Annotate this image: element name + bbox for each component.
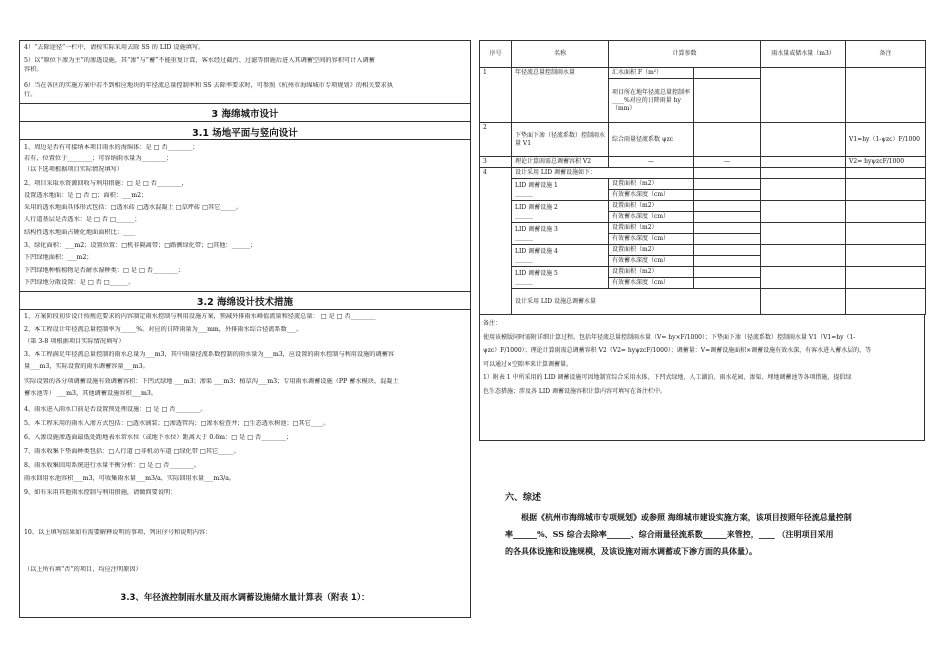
depth-label: 有效蓄水深度（cm） — [609, 256, 694, 267]
header-cell: 备注 — [846, 41, 926, 68]
s31-line: 结构性透水地面占硬化地面面积比：____ — [24, 229, 136, 236]
item-10-line: 10、以上填写结果如有需要解释说明的事项，列出序号和说明内容： — [24, 529, 212, 536]
area-label: 设置面积（m2） — [609, 201, 694, 212]
s31-line: 3、绿化面积：___m2；设置位置：□机非隔离带；□路侧绿化带；□其他：______； — [24, 242, 257, 249]
total-row — [480, 289, 926, 315]
summary-section — [505, 490, 925, 560]
s31-line: 设置透水地面：是 □ 否 □；面积：___m2； — [24, 192, 148, 199]
area-label: 设置面积（m2） — [609, 245, 694, 256]
divider — [20, 309, 470, 310]
s32-line: 7、雨水收集下垫面种类包括：□人行道 □非机动车道 □绿化带 □其它_____。 — [24, 448, 240, 455]
facility-row — [480, 179, 926, 190]
value-cell[interactable] — [694, 245, 761, 256]
remark-cell[interactable] — [846, 289, 926, 315]
depth-label: 有效蓄水深度（cm） — [609, 234, 694, 245]
water-volume-cell[interactable] — [761, 157, 846, 168]
water-volume-cell[interactable] — [761, 245, 846, 267]
note-line: 色生态措施；涉及各 LID 调蓄设施容积计算内容可填写在备注栏中。 — [483, 387, 666, 395]
value-cell[interactable] — [694, 179, 761, 190]
s31-line: 采用的透水地面具体形式包括：□透水砖 □透水混凝土 □草坪砖 □其它_____。 — [24, 204, 243, 211]
row-number: 3 — [480, 157, 512, 168]
section-3-1-title: 3.1 场地平面与竖向设计 — [192, 128, 298, 139]
row-name: 理论计算雨需总调蓄容积 V2 — [512, 157, 609, 168]
water-volume-cell[interactable] — [761, 179, 846, 201]
intro-line: 行。 — [24, 91, 37, 98]
s32-line: 雨水回用水池容积___m3，可收集雨水量___m3/a，实际回用水量___m3/a。 — [24, 475, 236, 482]
intro-line: 5）以“原位下渗为主”的渗透设施，其“渗”与“蓄”不能重复计算，客水经过截污、过滤等措施后进入其调蓄空间的容积可计入调蓄 — [24, 57, 375, 64]
header-cell: 名称 — [512, 41, 609, 68]
remark-cell[interactable] — [846, 245, 926, 267]
section-3-3-title: 3.3、年径流控制雨水量及雨水调蓄设施储水量计算表（附表 1）： — [120, 593, 370, 603]
intro-line: 容积。 — [24, 66, 43, 73]
remark-cell[interactable] — [846, 223, 926, 245]
value-cell[interactable] — [694, 278, 761, 289]
note-line: 使用该模版同时需附详细计算过程。包括年径流总量控制雨水量（V= hy×F/1000）；下垫面下渗（径流系数）控制雨水量 V1（V1=hy（1- — [483, 333, 856, 341]
remark-cell: V1=hy（1-ψzc）F/1000 — [846, 123, 926, 157]
footnote-line: （以上所有填“否”的项目，均应注明原因） — [24, 566, 142, 573]
table-row — [480, 168, 926, 179]
left-form-panel — [19, 40, 471, 618]
s31-line: 若有，位置位于________；可容纳雨水量为________； — [24, 155, 173, 162]
facility-label: LID 调蓄设施 1 — [515, 181, 558, 189]
row-name: 下垫面下渗（径流系数）控制雨水量 V1 — [512, 123, 609, 157]
notes-box — [479, 315, 925, 441]
facility-row — [480, 267, 926, 278]
s32-line: 9、如有采用其他雨水控制与利用措施，请做简要说明： — [24, 489, 177, 496]
depth-label: 有效蓄水深度（cm） — [609, 278, 694, 289]
facility-name — [512, 223, 609, 245]
s31-line: 下凹绿地分散设置：是 □ 否 □______。 — [24, 279, 135, 286]
total-label: 设计采用 LID 设施总调蓄水量 — [512, 289, 761, 315]
value-cell[interactable] — [694, 256, 761, 267]
s31-line: （以下选项根据项目实际情况填写） — [24, 166, 123, 173]
s32-line: 蓄水池等） ___m3，其他调蓄设施容积___m3。 — [24, 390, 157, 397]
facility-label: LID 调蓄设施 3 — [515, 225, 558, 233]
depth-label: 有效蓄水深度（cm） — [609, 190, 694, 201]
note-line: 备注： — [483, 320, 502, 327]
s31-line: 1、周边是否有可接纳本项目雨水的海绵体：是 □ 否________； — [24, 144, 199, 151]
header-cell: 序号 — [480, 41, 512, 68]
table-row — [480, 68, 926, 79]
value-cell[interactable] — [694, 123, 761, 157]
param-cell: 综合雨量径流系数 ψzc — [609, 123, 694, 157]
section-3-title: 3 海绵城市设计 — [211, 109, 279, 120]
row-number: 2 — [480, 123, 512, 157]
remark-cell: V2= hyψzcF/1000 — [846, 157, 926, 168]
water-volume-cell[interactable] — [761, 289, 846, 315]
facility-row — [480, 201, 926, 212]
s31-line: 2、项目采取水资源回收与利用措施：□ 是 □ 否________， — [24, 180, 188, 187]
facility-name — [512, 267, 609, 289]
row-name: 年径流总量控制雨水量 — [512, 68, 609, 123]
value-cell[interactable] — [694, 190, 761, 201]
divider — [20, 103, 470, 104]
area-label: 设置面积（m2） — [609, 179, 694, 190]
intro-line: 6）当在各区的实施方案中若不到相应地块的年径流总量控制率和 SS 去除率要求时，可参照《杭州市海绵城市专项规划》的相关要求执 — [24, 82, 393, 89]
divider — [20, 121, 470, 122]
s32-line: （第 3-8 项根据项目实际情况填写） — [24, 338, 125, 345]
param-cell: 汇水面积 F（m²） — [609, 68, 694, 79]
divider — [20, 139, 470, 140]
section-3-2-title: 3.2 海绵设计技术措施 — [196, 297, 294, 308]
row-number: 1 — [480, 68, 512, 123]
facility-label: LID 调蓄设施 2 — [515, 203, 558, 211]
summary-line: 的各具体设施和设施规模，及该设施对雨水调蓄或下渗方面的具体量）。 — [505, 546, 757, 556]
facility-blank[interactable]: ______ — [515, 277, 533, 285]
dash-cell: — — [609, 157, 694, 168]
s32-line: 2、本工程设计年径流总量控制率为_____%。对应的日降雨量为___mm，外排雨水综合径流系数___。 — [24, 326, 303, 333]
table-header-row — [480, 41, 926, 68]
value-cell[interactable] — [694, 212, 761, 223]
s31-line: 下凹绿地种植植物是否耐水湿种类：□ 是 □ 否________； — [24, 267, 184, 274]
value-cell[interactable] — [694, 267, 761, 278]
water-volume-cell[interactable] — [761, 201, 846, 223]
water-volume-cell[interactable] — [761, 267, 846, 289]
s32-line: 6、入渗设施渗透面最低处距地表水常水位（或地下水位）距离大于 0.6m：□ 是 □ 否________； — [24, 434, 293, 441]
remark-cell[interactable] — [846, 201, 926, 223]
facility-name — [512, 179, 609, 201]
table-row — [480, 123, 926, 157]
s32-line: 1、方案阶段初步设计按规范要求的内容制定雨水控制与利用设施方案，预减外排雨水峰值流量和径流总量： □ 是 □ 否________ — [24, 313, 376, 320]
row-header: 设计采用 LID 调蓄设施如下： — [512, 168, 694, 179]
value-cell[interactable] — [694, 234, 761, 245]
facility-label: LID 调蓄设施 4 — [515, 247, 558, 255]
value-cell[interactable] — [694, 68, 761, 79]
depth-label: 有效蓄水深度（cm） — [609, 212, 694, 223]
value-cell[interactable] — [694, 223, 761, 234]
param-cell: 项目所在地年径流总量控制率____%对应的日降雨量 hy（mm） — [609, 79, 694, 123]
header-cell: 计算参数 — [609, 41, 761, 68]
facility-label: LID 调蓄设施 5 — [515, 269, 558, 277]
summary-line: 根据《杭州市海绵城市专项规划》或参照 海绵城市建设实施方案，该项目按照年径流总量控制 — [521, 512, 852, 522]
s31-line: 人行道基层是否透水：是 □ 否 □______； — [24, 216, 141, 223]
s32-line: 4、雨水进入雨水口前是否设置预处理设施：□ 是 □ 否________。 — [24, 406, 207, 413]
note-line: ψzc）F/1000）；理论计算雨需总调蓄容积 V2（V2= hyψzcF/1000）；调蓄量：V=调蓄设施面积×调蓄设施有效水深，有客水进入蓄水层的，等 — [483, 347, 872, 354]
dash-cell: — — [694, 157, 761, 168]
value-cell[interactable] — [694, 79, 761, 123]
s32-line: 量___m3，实际设置的雨水调蓄容量___m3。 — [24, 363, 149, 370]
water-volume-cell[interactable] — [761, 123, 846, 157]
remark-cell[interactable] — [846, 179, 926, 201]
note-line: 可以通过×空隙率来计算调蓄量。 — [483, 360, 573, 368]
note-line: 1）附表 1 中所采用的 LID 调蓄设施可因地制宜综合采用水体、下凹式绿地、人工湖泊、雨水花园、渗渠、埋地调蓄池等各项措施，提倡绿 — [483, 374, 852, 381]
area-label: 设置面积（m2） — [609, 223, 694, 234]
area-label: 设置面积（m2） — [609, 267, 694, 278]
summary-heading: 六、综述 — [505, 493, 542, 503]
s31-line: 下凹绿地面积：___m2； — [24, 254, 93, 261]
water-volume-cell[interactable] — [761, 223, 846, 245]
s32-line: 3、本工程满足年径流总量控制的雨水总量为___m3，其中雨量径流系数控制的雨水量为___m3，应设置的雨水控制与利用设施的调蓄容 — [24, 351, 395, 358]
header-cell: 雨水量或储水量（m3） — [761, 41, 846, 68]
facility-blank[interactable]: ______ — [515, 233, 533, 241]
value-cell[interactable] — [694, 168, 761, 179]
summary-line: 率______%、SS 综合去除率______、综合雨量径流系数______来管控，____ （注明项目采用 — [505, 529, 834, 539]
facility-name — [512, 245, 609, 267]
water-volume-cell[interactable] — [761, 168, 846, 179]
value-cell[interactable] — [694, 201, 761, 212]
s32-line: 8、雨水收集回用系统进行水量平衡分析：□ 是 □ 否________。 — [24, 462, 201, 469]
row-number: 4 — [480, 168, 512, 315]
facility-name — [512, 201, 609, 223]
facility-row — [480, 223, 926, 234]
calc-table — [479, 40, 926, 315]
remark-cell[interactable] — [846, 68, 926, 123]
facility-row — [480, 245, 926, 256]
table-row — [480, 157, 926, 168]
s32-line: 5、本工程采用的雨水入渗方式包括：□透水铺装；□渗透管沟；□渗水检查井；□生态透水树池；□其它____。 — [24, 420, 330, 427]
s32-line: 实际设置的各分项调蓄设施有效调蓄容积：下凹式绿地 ___m3；渗渠 ___m3；植草沟___m3；专用雨水调蓄设施（PP 蓄水模块、混凝土 — [24, 378, 399, 385]
remark-cell[interactable] — [846, 168, 926, 179]
water-volume-cell[interactable] — [761, 68, 846, 123]
intro-line: 4）“去除途径”一栏中，请按实际采用去除 SS 的 LID 设施填写。 — [24, 44, 205, 51]
remark-cell[interactable] — [846, 267, 926, 289]
facility-blank[interactable]: ______ — [515, 211, 533, 219]
right-table-panel — [479, 40, 925, 441]
divider — [20, 291, 470, 292]
facility-blank[interactable]: ______ — [515, 255, 533, 263]
facility-blank[interactable]: ______ — [515, 189, 533, 197]
